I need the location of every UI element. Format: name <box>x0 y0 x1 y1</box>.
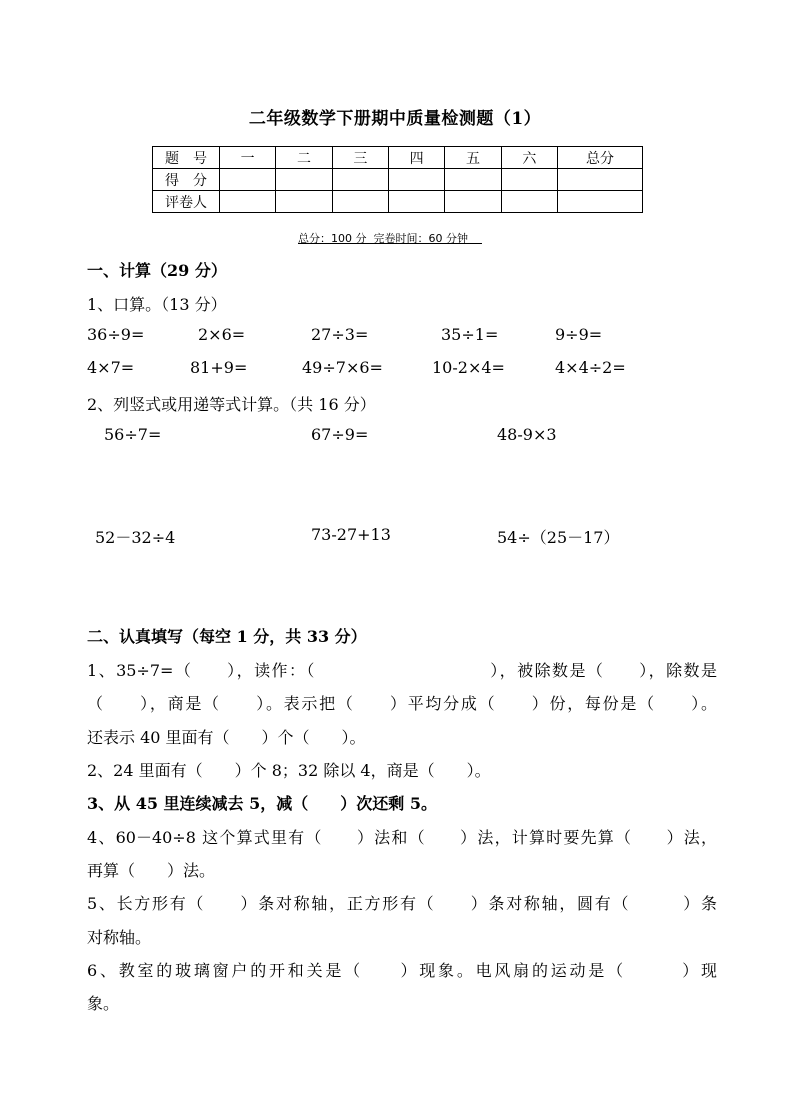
fill-line: 5、长方形有（ ）条对称轴，正方形有（ ）条对称轴，圆有（ ）条 <box>87 894 717 913</box>
section1-heading: 一、计算（29 分） <box>87 261 227 280</box>
grader-cell <box>276 191 332 213</box>
grader-cell <box>388 191 444 213</box>
oral-problem: 10-2×4= <box>432 358 505 377</box>
score-cell <box>276 169 332 191</box>
oral-problem: 49÷7×6= <box>302 358 383 377</box>
fill-line: 3、从 45 里连续减去 5，减（ ）次还剩 5。 <box>87 794 437 813</box>
oral-problem: 35÷1= <box>441 325 499 344</box>
written-problem: 54÷（25－17） <box>497 528 620 547</box>
oral-problem: 9÷9= <box>555 325 603 344</box>
score-header-5: 五 <box>445 147 501 169</box>
score-header-3: 三 <box>332 147 388 169</box>
oral-problem: 2×6= <box>198 325 246 344</box>
grader-cell <box>558 191 643 213</box>
fill-line: （ ），商是（ ）。表示把（ ）平均分成（ ）份，每份是（ ）。 <box>87 694 717 713</box>
fill-line: 1、35÷7=（ ），读作：（ ），被除数是（ ），除数是 <box>87 661 717 680</box>
oral-problem: 36÷9= <box>87 325 145 344</box>
grader-cell <box>220 191 276 213</box>
score-row-label: 得 分 <box>153 169 220 191</box>
grader-cell <box>445 191 501 213</box>
fill-line: 对称轴。 <box>87 928 152 947</box>
written-problem: 56÷7= <box>104 425 162 444</box>
oral-problem: 4×4÷2= <box>555 358 626 377</box>
oral-problem: 27÷3= <box>311 325 369 344</box>
score-header-2: 二 <box>276 147 332 169</box>
oral-problem: 4×7= <box>87 358 135 377</box>
score-cell <box>388 169 444 191</box>
fill-line: 4、60－40÷8 这个算式里有（ ）法和（ ）法，计算时要先算（ ）法， <box>87 828 717 847</box>
score-cell <box>501 169 557 191</box>
q1-label: 1、口算。（13 分） <box>87 295 227 314</box>
score-cell <box>332 169 388 191</box>
q2-label: 2、列竖式或用递等式计算。（共 16 分） <box>87 395 376 414</box>
exam-title: 二年级数学下册期中质量检测题（1） <box>248 109 542 129</box>
grader-row <box>153 191 643 213</box>
fill-line: 2、24 里面有（ ）个 8；32 除以 4，商是（ ）。 <box>87 761 491 780</box>
score-cell <box>445 169 501 191</box>
grader-cell <box>332 191 388 213</box>
score-header-label: 题 号 <box>153 147 220 169</box>
written-problem: 67÷9= <box>311 425 369 444</box>
score-header-1: 一 <box>220 147 276 169</box>
score-header-total: 总分 <box>558 147 643 169</box>
section2-heading: 二、认真填写（每空 1 分，共 33 分） <box>87 627 367 646</box>
score-table <box>152 146 643 213</box>
written-problem: 73-27+13 <box>311 525 391 544</box>
oral-problem: 81+9= <box>190 358 248 377</box>
written-problem: 48-9×3 <box>497 425 557 444</box>
fill-line: 再算（ ）法。 <box>87 861 216 880</box>
fill-line: 还表示 40 里面有（ ）个（ ）。 <box>87 728 366 747</box>
score-cell <box>558 169 643 191</box>
fill-line: 象。 <box>87 994 120 1013</box>
score-row <box>153 169 643 191</box>
grader-cell <box>501 191 557 213</box>
grader-row-label: 评卷人 <box>153 191 220 213</box>
exam-note: 总分：100 分 完卷时间：60 分钟 <box>298 232 482 245</box>
written-problem: 52－32÷4 <box>95 528 176 547</box>
score-header-4: 四 <box>388 147 444 169</box>
fill-line: 6、教室的玻璃窗户的开和关是（ ）现象。电风扇的运动是（ ）现 <box>87 961 717 980</box>
score-header-6: 六 <box>501 147 557 169</box>
score-cell <box>220 169 276 191</box>
score-table-header-row <box>153 147 643 169</box>
